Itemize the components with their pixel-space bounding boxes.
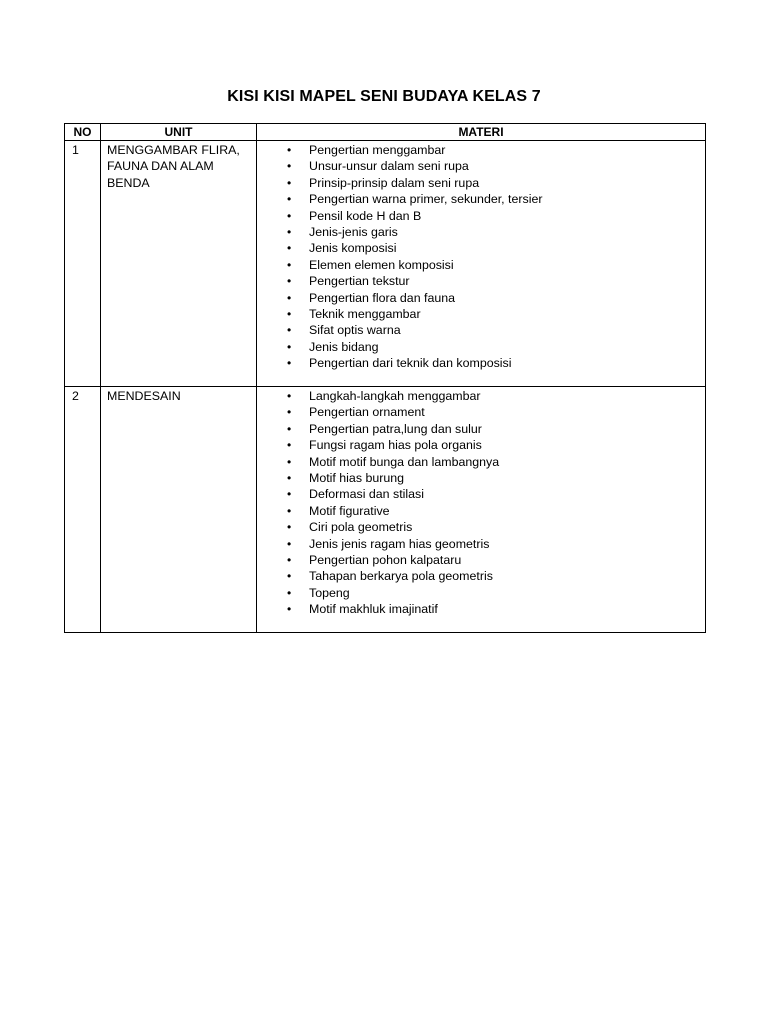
list-item bbox=[257, 339, 705, 355]
list-item bbox=[257, 585, 705, 601]
table-header-row bbox=[65, 124, 706, 141]
row-materi bbox=[257, 141, 706, 387]
bullet-icon: • bbox=[287, 536, 292, 551]
list-item bbox=[257, 486, 705, 502]
materi-item-text: Fungsi ragam hias pola organis bbox=[309, 438, 482, 453]
list-item bbox=[257, 191, 705, 207]
list-item bbox=[257, 454, 705, 470]
materi-item-text: Jenis komposisi bbox=[309, 241, 397, 256]
materi-item-text: Tahapan berkarya pola geometris bbox=[309, 569, 493, 584]
bullet-icon: • bbox=[287, 487, 292, 502]
materi-list bbox=[257, 388, 705, 618]
bullet-icon: • bbox=[287, 208, 292, 223]
row-number: 2 bbox=[65, 387, 101, 633]
list-item bbox=[257, 208, 705, 224]
materi-item-text: Jenis jenis ragam hias geometris bbox=[309, 536, 490, 551]
table-row bbox=[65, 141, 706, 387]
list-item bbox=[257, 142, 705, 158]
materi-item-text: Pengertian pohon kalpataru bbox=[309, 553, 462, 568]
materi-item-text: Langkah-langkah menggambar bbox=[309, 389, 481, 403]
materi-item-text: Pengertian tekstur bbox=[309, 274, 410, 289]
list-item bbox=[257, 568, 705, 584]
list-item bbox=[257, 355, 705, 371]
bullet-icon: • bbox=[287, 225, 292, 240]
bullet-icon: • bbox=[287, 175, 292, 190]
materi-item-text: Sifat optis warna bbox=[309, 323, 401, 338]
list-item bbox=[257, 306, 705, 322]
bullet-icon: • bbox=[287, 323, 292, 338]
list-item bbox=[257, 322, 705, 338]
bullet-icon: • bbox=[287, 356, 292, 371]
bullet-icon: • bbox=[287, 520, 292, 535]
bullet-icon: • bbox=[287, 503, 292, 518]
row-unit: MENDESAIN bbox=[101, 387, 257, 633]
list-item bbox=[257, 421, 705, 437]
bullet-icon: • bbox=[287, 192, 292, 207]
list-item bbox=[257, 175, 705, 191]
materi-item-text: Motif motif bunga dan lambangnya bbox=[309, 454, 500, 469]
table-row bbox=[65, 387, 706, 633]
materi-item-text: Prinsip-prinsip dalam seni rupa bbox=[309, 175, 480, 190]
row-unit: MENGGAMBAR FLIRA, FAUNA DAN ALAM BENDA bbox=[101, 141, 257, 387]
materi-item-text: Elemen elemen komposisi bbox=[309, 257, 454, 272]
materi-item-text: Pengertian warna primer, sekunder, tersier bbox=[309, 192, 543, 207]
materi-item-text: Pengertian patra,lung dan sulur bbox=[309, 421, 482, 436]
materi-item-text: Motif hias burung bbox=[309, 471, 405, 486]
materi-item-text: Pengertian flora dan fauna bbox=[309, 290, 456, 305]
materi-item-text: Pengertian menggambar bbox=[309, 143, 446, 157]
materi-item-text: Pengertian dari teknik dan komposisi bbox=[309, 356, 512, 371]
bullet-icon: • bbox=[287, 290, 292, 305]
bullet-icon: • bbox=[287, 553, 292, 568]
materi-item-text: Ciri pola geometris bbox=[309, 520, 413, 535]
bullet-icon: • bbox=[287, 257, 292, 272]
document-title: KISI KISI MAPEL SENI BUDAYA KELAS 7 bbox=[227, 88, 541, 105]
materi-item-text: Topeng bbox=[309, 585, 350, 600]
list-item bbox=[257, 601, 705, 617]
kisi-table bbox=[64, 123, 706, 633]
header-no: NO bbox=[65, 124, 101, 141]
list-item bbox=[257, 519, 705, 535]
materi-item-text: Deformasi dan stilasi bbox=[309, 487, 425, 502]
bullet-icon: • bbox=[287, 307, 292, 322]
materi-item-text: Jenis-jenis garis bbox=[309, 225, 398, 240]
bullet-icon: • bbox=[287, 274, 292, 289]
list-item bbox=[257, 470, 705, 486]
bullet-icon: • bbox=[287, 159, 292, 174]
bullet-icon: • bbox=[287, 438, 292, 453]
materi-item-text: Jenis bidang bbox=[309, 339, 379, 354]
materi-item-text: Pensil kode H dan B bbox=[309, 208, 422, 223]
bullet-icon: • bbox=[287, 405, 292, 420]
list-item bbox=[257, 257, 705, 273]
list-item bbox=[257, 536, 705, 552]
list-item bbox=[257, 158, 705, 174]
bullet-icon: • bbox=[287, 421, 292, 436]
materi-item-text: Unsur-unsur dalam seni rupa bbox=[309, 159, 469, 174]
list-item bbox=[257, 290, 705, 306]
bullet-icon: • bbox=[287, 602, 292, 617]
list-item bbox=[257, 552, 705, 568]
materi-item-text: Motif figurative bbox=[309, 503, 390, 518]
bullet-icon: • bbox=[287, 585, 292, 600]
header-unit: UNIT bbox=[101, 124, 257, 141]
bullet-icon: • bbox=[287, 454, 292, 469]
header-materi: MATERI bbox=[257, 124, 706, 141]
bullet-icon: • bbox=[287, 241, 292, 256]
row-materi bbox=[257, 387, 706, 633]
list-item bbox=[257, 404, 705, 420]
list-item bbox=[257, 388, 705, 404]
list-item bbox=[257, 503, 705, 519]
row-number: 1 bbox=[65, 141, 101, 387]
materi-item-text: Pengertian ornament bbox=[309, 405, 425, 420]
bullet-icon: • bbox=[287, 569, 292, 584]
materi-item-text: Motif makhluk imajinatif bbox=[309, 602, 438, 617]
bullet-icon: • bbox=[287, 389, 292, 403]
list-item bbox=[257, 273, 705, 289]
materi-item-text: Teknik menggambar bbox=[309, 307, 421, 322]
list-item bbox=[257, 224, 705, 240]
bullet-icon: • bbox=[287, 143, 292, 157]
bullet-icon: • bbox=[287, 471, 292, 486]
materi-list bbox=[257, 142, 705, 372]
list-item bbox=[257, 437, 705, 453]
bullet-icon: • bbox=[287, 339, 292, 354]
list-item bbox=[257, 240, 705, 256]
